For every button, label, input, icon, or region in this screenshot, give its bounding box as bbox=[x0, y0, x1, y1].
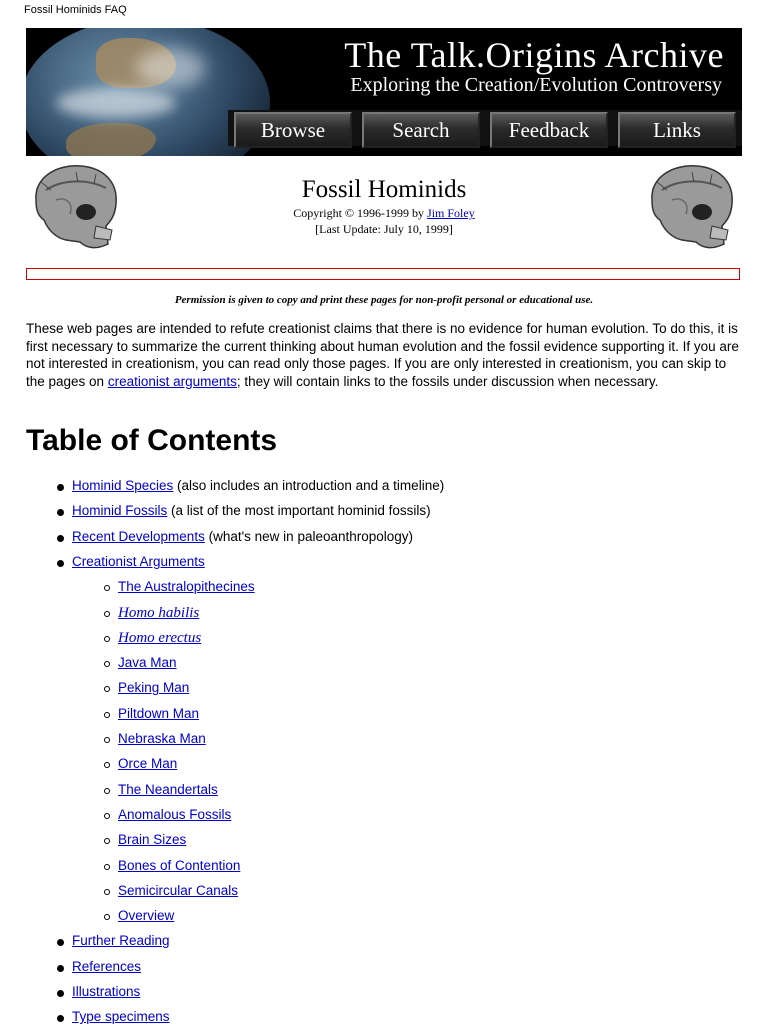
toc-item bbox=[72, 529, 413, 544]
circle-bullet-icon bbox=[104, 686, 110, 692]
toc-subitem bbox=[118, 756, 177, 771]
bullet-icon bbox=[57, 1015, 64, 1022]
toc-item bbox=[72, 959, 141, 974]
page-header bbox=[0, 176, 768, 237]
toc-link[interactable]: Brain Sizes bbox=[118, 832, 187, 848]
toc-heading: Table of Contents bbox=[26, 424, 278, 457]
circle-bullet-icon bbox=[104, 762, 110, 768]
toc-link[interactable]: Recent Developments bbox=[72, 528, 205, 544]
nav-feedback-button[interactable]: Feedback bbox=[490, 112, 608, 148]
toc-link[interactable]: Hominid Fossils bbox=[72, 503, 168, 519]
copyright-text: Copyright © 1996-1999 by bbox=[293, 206, 428, 220]
toc-subitem bbox=[118, 807, 231, 822]
permission-notice: Permission is given to copy and print these pages for non-profit personal or educational use. bbox=[174, 294, 594, 306]
toc-subitem bbox=[118, 605, 199, 622]
bullet-icon bbox=[57, 535, 64, 542]
bullet-icon bbox=[57, 484, 64, 491]
circle-bullet-icon bbox=[104, 838, 110, 844]
nav-links-button[interactable]: Links bbox=[618, 112, 736, 148]
intro-text: These web pages are intended to refute creationist claims that there is no evidence for human evolution. To do this, it is first necessary to summarize the current thinking about human evolution and the fossil evidence supporting it. If you are not interested in creationism, you can read only those pages. If you are only interested in creationism, you can skip to the pages on bbox=[26, 321, 739, 389]
bullet-icon bbox=[57, 939, 64, 946]
toc-link[interactable]: Bones of Contention bbox=[118, 857, 241, 873]
bullet-icon bbox=[57, 990, 64, 997]
toc-subitem bbox=[118, 731, 206, 746]
site-title: The Talk.Origins Archive bbox=[344, 35, 724, 75]
circle-bullet-icon bbox=[104, 914, 110, 920]
toc-subitem bbox=[118, 883, 238, 898]
intro-text-end: ; they will contain links to the fossils under discussion when necessary. bbox=[236, 373, 659, 389]
toc-link[interactable]: Illustrations bbox=[72, 984, 141, 999]
toc-link[interactable]: The Neandertals bbox=[118, 781, 218, 797]
toc-link[interactable]: Type specimens bbox=[72, 1009, 170, 1024]
toc-subitem bbox=[118, 655, 177, 670]
toc-link[interactable]: Hominid Species bbox=[72, 478, 174, 493]
toc-item bbox=[72, 1009, 170, 1024]
circle-bullet-icon bbox=[104, 712, 110, 718]
bullet-icon bbox=[57, 560, 64, 567]
site-banner bbox=[26, 28, 742, 156]
toc-subitem bbox=[118, 579, 255, 594]
toc-link[interactable]: References bbox=[72, 958, 142, 974]
toc-link[interactable]: Java Man bbox=[118, 655, 177, 671]
circle-bullet-icon bbox=[104, 636, 110, 642]
toc-item bbox=[72, 984, 140, 999]
intro-paragraph bbox=[26, 320, 746, 390]
toc-item bbox=[72, 933, 170, 948]
earth-cloud bbox=[136, 48, 206, 88]
toc-link[interactable]: Semicircular Canals bbox=[118, 882, 239, 898]
site-nav bbox=[228, 110, 742, 146]
toc-link[interactable]: Overview bbox=[118, 908, 175, 924]
circle-bullet-icon bbox=[104, 864, 110, 870]
copyright-line bbox=[0, 206, 768, 221]
circle-bullet-icon bbox=[104, 585, 110, 591]
bullet-icon bbox=[57, 509, 64, 516]
toc-link[interactable]: Anomalous Fossils bbox=[118, 806, 232, 822]
toc-link[interactable]: Creationist Arguments bbox=[72, 553, 205, 569]
toc-link[interactable]: Piltdown Man bbox=[118, 705, 200, 721]
circle-bullet-icon bbox=[104, 737, 110, 743]
circle-bullet-icon bbox=[104, 889, 110, 895]
toc-item bbox=[72, 554, 205, 569]
toc-item bbox=[72, 503, 431, 518]
toc-subitem bbox=[118, 908, 174, 923]
toc-item-note: (what's new in paleoanthropology) bbox=[204, 528, 414, 544]
toc-link[interactable]: The Australopithecines bbox=[118, 579, 255, 595]
toc-subitem bbox=[118, 858, 240, 873]
toc-subitem bbox=[118, 832, 186, 847]
bullet-icon bbox=[57, 965, 64, 972]
toc-link[interactable]: Orce Man bbox=[118, 756, 178, 772]
toc-link[interactable]: Homo habilis bbox=[118, 604, 200, 621]
author-link[interactable]: Jim Foley bbox=[427, 206, 475, 220]
toc-link[interactable]: Homo erectus bbox=[118, 629, 202, 646]
toc-link[interactable]: Further Reading bbox=[72, 933, 170, 949]
circle-bullet-icon bbox=[104, 611, 110, 617]
site-subtitle: Exploring the Creation/Evolution Controversy bbox=[350, 74, 722, 96]
toc-item bbox=[72, 478, 444, 493]
creationist-arguments-link[interactable]: creationist arguments bbox=[107, 373, 237, 389]
divider-bar bbox=[26, 268, 740, 280]
last-update: [Last Update: July 10, 1999] bbox=[315, 222, 453, 236]
document-title: Fossil Hominids FAQ bbox=[24, 4, 127, 16]
earth-landmass bbox=[66, 123, 156, 156]
toc-subitem bbox=[118, 782, 218, 797]
page-title: Fossil Hominids bbox=[301, 176, 467, 203]
toc-subitem bbox=[118, 630, 201, 647]
nav-browse-button[interactable]: Browse bbox=[234, 112, 352, 148]
nav-search-button[interactable]: Search bbox=[362, 112, 480, 148]
toc-subitem bbox=[118, 706, 199, 721]
toc-link[interactable]: Nebraska Man bbox=[118, 731, 206, 746]
toc-item-note: (a list of the most important hominid fossils) bbox=[167, 503, 431, 519]
toc-item-note: (also includes an introduction and a timeline) bbox=[173, 478, 445, 493]
earth-cloud bbox=[56, 88, 176, 118]
circle-bullet-icon bbox=[104, 661, 110, 667]
toc-subitem bbox=[118, 680, 189, 695]
circle-bullet-icon bbox=[104, 788, 110, 794]
circle-bullet-icon bbox=[104, 813, 110, 819]
toc-link[interactable]: Peking Man bbox=[118, 680, 190, 696]
